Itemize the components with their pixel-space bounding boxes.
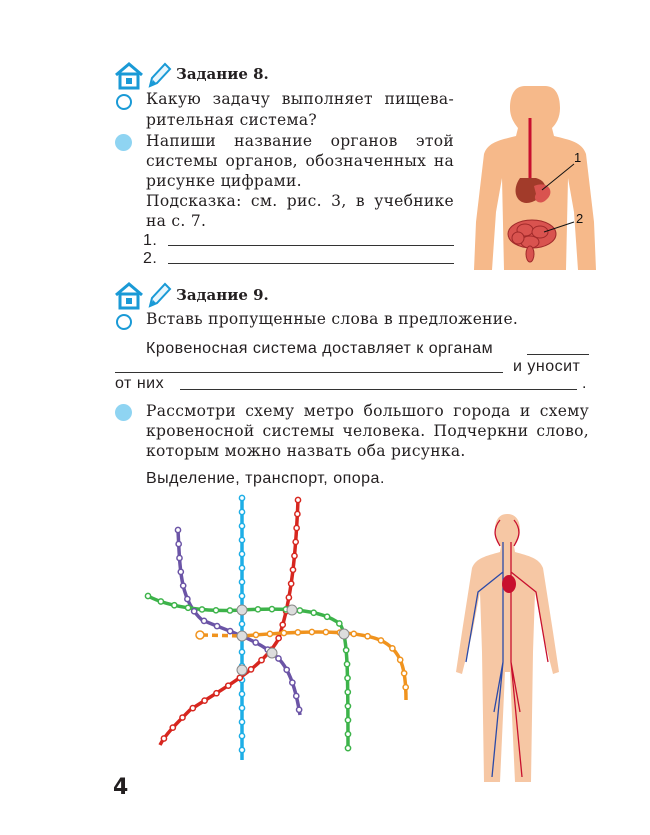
answer-2-input[interactable] bbox=[168, 263, 454, 264]
metro-station bbox=[201, 618, 206, 623]
metro-station bbox=[284, 667, 289, 672]
metro-station bbox=[214, 623, 219, 628]
task8-hint-line2: на с. 7. bbox=[146, 212, 207, 230]
metro-station bbox=[239, 649, 244, 654]
metro-station bbox=[192, 609, 197, 614]
metro-station bbox=[280, 622, 285, 627]
metro-station bbox=[281, 630, 286, 635]
sentence-part1: Кровеносная система доставляет к органам bbox=[146, 340, 494, 357]
circulatory-system-figure bbox=[450, 512, 565, 787]
metro-station bbox=[253, 632, 258, 637]
metro-station bbox=[237, 675, 242, 680]
metro-station bbox=[239, 537, 244, 542]
metro-station bbox=[345, 718, 350, 723]
metro-map-figure bbox=[130, 490, 420, 770]
answer-1-label: 1. bbox=[143, 232, 158, 249]
basic-level-ring-icon bbox=[116, 94, 132, 110]
metro-station bbox=[227, 608, 232, 613]
metro-station bbox=[294, 525, 299, 530]
metro-station bbox=[239, 565, 244, 570]
metro-station bbox=[239, 733, 244, 738]
metro-station bbox=[290, 567, 295, 572]
metro-station bbox=[175, 527, 180, 532]
metro-station bbox=[259, 658, 264, 663]
pencil-icon bbox=[146, 60, 172, 90]
metro-station bbox=[290, 680, 295, 685]
metro-station bbox=[297, 608, 302, 613]
metro-station bbox=[180, 715, 185, 720]
metro-station bbox=[337, 621, 342, 626]
task8-title: Задание 8. bbox=[176, 65, 269, 83]
advanced-level-dot-icon bbox=[115, 404, 132, 421]
metro-station bbox=[345, 704, 350, 709]
metro-station bbox=[398, 657, 403, 662]
task8-q2-line3: рисунке цифрами. bbox=[146, 172, 302, 190]
metro-station bbox=[176, 541, 181, 546]
metro-station bbox=[185, 605, 190, 610]
metro-station bbox=[378, 638, 383, 643]
metro-station bbox=[311, 610, 316, 615]
metro-station bbox=[239, 509, 244, 514]
basic-level-ring-icon bbox=[116, 314, 132, 330]
task8-q1-line1: Какую задачу выполняет пищева- bbox=[146, 90, 454, 108]
metro-station bbox=[295, 511, 300, 516]
metro-station bbox=[325, 614, 330, 619]
metro-station bbox=[239, 691, 244, 696]
sentence-part2: и уносит bbox=[513, 358, 581, 375]
metro-station bbox=[293, 539, 298, 544]
metro-station bbox=[190, 706, 195, 711]
transfer-station bbox=[237, 631, 247, 641]
metro-station bbox=[239, 579, 244, 584]
metro-station bbox=[226, 683, 231, 688]
metro-station bbox=[294, 693, 299, 698]
metro-station bbox=[199, 607, 204, 612]
metro-station bbox=[345, 746, 350, 751]
metro-station bbox=[295, 630, 300, 635]
metro-station bbox=[297, 707, 302, 712]
transfer-station bbox=[237, 665, 247, 675]
metro-station bbox=[239, 523, 244, 528]
metro-station bbox=[276, 636, 281, 641]
word-options[interactable]: Выделение, транспорт, опора. bbox=[146, 470, 385, 487]
metro-station bbox=[269, 606, 274, 611]
pencil-icon bbox=[146, 280, 172, 310]
sentence-end: . bbox=[582, 375, 587, 392]
metro-station bbox=[289, 581, 294, 586]
metro-station bbox=[214, 691, 219, 696]
metro-station bbox=[145, 593, 150, 598]
metro-station bbox=[253, 640, 258, 645]
task9-q2-line3: которым можно назвать оба рисунка. bbox=[146, 442, 466, 460]
metro-station bbox=[276, 656, 281, 661]
heart-icon bbox=[502, 575, 516, 593]
metro-station bbox=[345, 732, 350, 737]
digestive-system-figure bbox=[470, 82, 600, 272]
transfer-station bbox=[339, 629, 349, 639]
figure-label-2: 2 bbox=[576, 211, 584, 226]
task9-q2-line2: кровеносной системы человека. Подчеркни слово, bbox=[146, 422, 589, 440]
metro-station bbox=[345, 690, 350, 695]
metro-station bbox=[255, 607, 260, 612]
task8-q2-line2: системы органов, обозначенных на bbox=[146, 152, 454, 170]
metro-station bbox=[365, 634, 370, 639]
metro-station bbox=[292, 553, 297, 558]
metro-station bbox=[345, 676, 350, 681]
blank-1-continued-input[interactable] bbox=[115, 372, 503, 373]
task9-title: Задание 9. bbox=[176, 286, 269, 304]
metro-station bbox=[239, 705, 244, 710]
metro-station bbox=[323, 629, 328, 634]
metro-station bbox=[239, 495, 244, 500]
metro-station bbox=[185, 596, 190, 601]
metro-station bbox=[267, 631, 272, 636]
metro-station bbox=[403, 685, 408, 690]
transfer-station bbox=[237, 605, 247, 615]
metro-station bbox=[344, 662, 349, 667]
metro-station bbox=[202, 698, 207, 703]
metro-station bbox=[239, 719, 244, 724]
metro-station bbox=[248, 667, 253, 672]
blank-1-input[interactable] bbox=[527, 354, 589, 355]
metro-station bbox=[309, 629, 314, 634]
figure-label-1: 1 bbox=[574, 150, 582, 165]
answer-1-input[interactable] bbox=[168, 245, 454, 246]
metro-line-red bbox=[160, 500, 298, 745]
metro-station bbox=[286, 595, 291, 600]
home-icon bbox=[114, 282, 144, 310]
metro-station bbox=[239, 621, 244, 626]
metro-station bbox=[239, 551, 244, 556]
task9-q2-line1: Рассмотри схему метро большого города и схему bbox=[146, 402, 589, 420]
metro-station bbox=[170, 725, 175, 730]
metro-station bbox=[239, 747, 244, 752]
task8-q1-line2: рительная система? bbox=[146, 111, 318, 129]
metro-station bbox=[213, 608, 218, 613]
answer-2-label: 2. bbox=[143, 250, 158, 267]
task8-q2-line1: Напиши название органов этой bbox=[146, 132, 454, 150]
transfer-station bbox=[287, 605, 297, 615]
metro-station bbox=[344, 648, 349, 653]
home-icon bbox=[114, 62, 144, 90]
sentence-part3: от них bbox=[115, 375, 165, 392]
metro-station bbox=[390, 646, 395, 651]
transfer-station bbox=[267, 648, 277, 658]
metro-station bbox=[172, 603, 177, 608]
advanced-level-dot-icon bbox=[115, 134, 132, 151]
metro-station bbox=[227, 629, 232, 634]
metro-station bbox=[161, 736, 166, 741]
metro-line-orange-planned bbox=[202, 635, 242, 636]
blank-2-input[interactable] bbox=[180, 389, 577, 390]
metro-station bbox=[295, 497, 300, 502]
page-number: 4 bbox=[113, 775, 129, 800]
metro-station bbox=[239, 593, 244, 598]
metro-station bbox=[402, 671, 407, 676]
task9-q1: Вставь пропущенные слова в предложение. bbox=[146, 310, 519, 328]
metro-station bbox=[178, 569, 183, 574]
metro-station bbox=[351, 631, 356, 636]
metro-station bbox=[177, 555, 182, 560]
metro-station bbox=[158, 599, 163, 604]
task8-hint-line1: Подсказка: см. рис. 3, в учебнике bbox=[146, 192, 454, 210]
metro-station bbox=[181, 583, 186, 588]
